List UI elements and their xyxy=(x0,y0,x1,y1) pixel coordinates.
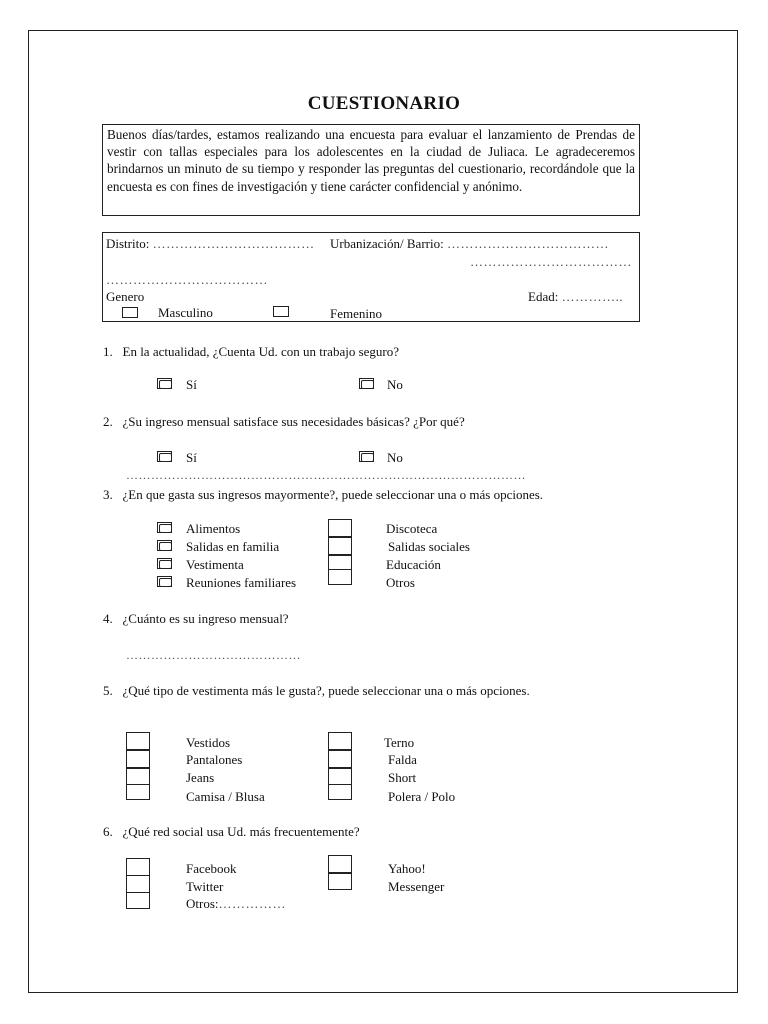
q1-si-checkbox[interactable] xyxy=(157,378,172,389)
intro-text: Buenos días/tardes, estamos realizando una encuesta para evaluar el lanzamiento de Prendas de vestir con tallas especiales para los adolescentes en la ciudad de Juliaca. Le agradeceremos brindarnos un minuto de su tiempo y responder las preguntas del cuestionario, recordándole que la encuesta es con fines de investigación y tiene carácter confidencial y anónimo. xyxy=(102,124,640,216)
q5-option-label: Camisa / Blusa xyxy=(186,789,265,804)
question-number: 6. xyxy=(103,824,113,839)
urbanizacion-dots: ……………………………… xyxy=(446,236,609,251)
q3-option-checkbox[interactable] xyxy=(328,537,352,555)
question-text: ¿Qué red social usa Ud. más frecuentemente? xyxy=(122,824,360,839)
urbanizacion-dots-2[interactable]: ……………………………… xyxy=(470,254,632,269)
page-title: CUESTIONARIO xyxy=(307,93,461,114)
q2-no-label: No xyxy=(387,450,403,465)
distrito-dots: ……………………………… xyxy=(152,236,315,251)
q4-answer-dots[interactable]: …………………………………… xyxy=(126,648,301,662)
question-1 xyxy=(103,344,399,360)
q5-option-label: Vestidos xyxy=(186,735,231,750)
q6-option-label: Twitter xyxy=(186,879,224,894)
q3-option-checkbox[interactable] xyxy=(157,540,172,551)
q5-option-label: Pantalones xyxy=(186,752,243,767)
q5-option-checkbox[interactable] xyxy=(328,750,352,768)
address-line-dots[interactable]: ……………………………… xyxy=(106,272,268,287)
q1-no-label: No xyxy=(387,377,403,392)
q3-option-label: Salidas en familia xyxy=(186,539,280,554)
q1-si-label: Sí xyxy=(186,377,197,392)
q6-option-label: Messenger xyxy=(388,879,445,894)
q3-option-label: Salidas sociales xyxy=(388,539,470,554)
q5-option-label: Short xyxy=(388,770,417,785)
urbanizacion-label: Urbanización/ Barrio: xyxy=(330,236,444,251)
q5-option-label: Polera / Polo xyxy=(388,789,456,804)
q2-si-checkbox[interactable] xyxy=(157,451,172,462)
q6-otros-dots: …………… xyxy=(218,896,286,911)
q6-option-label: Facebook xyxy=(186,861,237,876)
q5-option-label: Falda xyxy=(388,752,417,767)
q6-option-checkbox[interactable] xyxy=(126,875,150,893)
question-text: ¿Su ingreso mensual satisface sus necesidades básicas? ¿Por qué? xyxy=(122,414,465,429)
genero-label: Genero xyxy=(106,289,145,304)
question-text: ¿En que gasta sus ingresos mayormente?, puede seleccionar una o más opciones. xyxy=(122,487,544,502)
q5-option-checkbox[interactable] xyxy=(328,732,352,750)
q3-option-checkbox[interactable] xyxy=(157,576,172,587)
question-text: ¿Cuánto es su ingreso mensual? xyxy=(122,611,289,626)
q3-option-label: Reuniones familiares xyxy=(186,575,297,590)
q2-si-label: Sí xyxy=(186,450,197,465)
q6-option-checkbox[interactable] xyxy=(328,873,352,890)
q3-option-label: Discoteca xyxy=(386,521,438,536)
question-4 xyxy=(103,611,289,627)
femenino-checkbox[interactable] xyxy=(273,306,289,317)
q6-otros-field[interactable] xyxy=(186,896,286,912)
q6-option-checkbox[interactable] xyxy=(126,892,150,909)
distrito-label: Distrito: xyxy=(106,236,150,251)
q6-option-checkbox[interactable] xyxy=(126,858,150,876)
question-6 xyxy=(103,824,360,840)
edad-dots: ………….. xyxy=(561,289,624,304)
femenino-label: Femenino xyxy=(330,306,382,321)
edad-label: Edad: xyxy=(528,289,559,304)
q5-option-checkbox[interactable] xyxy=(126,784,150,800)
question-text: ¿Qué tipo de vestimenta más le gusta?, puede seleccionar una o más opciones. xyxy=(122,683,530,698)
question-number: 5. xyxy=(103,683,113,698)
q5-option-label: Terno xyxy=(384,735,415,750)
q2-answer-dots[interactable]: …………………………………………………………………………………… xyxy=(126,468,526,482)
q6-otros-label: Otros: xyxy=(186,896,219,911)
q5-option-checkbox[interactable] xyxy=(126,732,150,750)
question-number: 3. xyxy=(103,487,113,502)
question-3 xyxy=(103,487,543,503)
question-2 xyxy=(103,414,465,430)
q3-option-checkbox[interactable] xyxy=(157,522,172,533)
q2-no-checkbox[interactable] xyxy=(359,451,374,462)
distrito-field[interactable] xyxy=(106,236,315,252)
q3-option-label: Alimentos xyxy=(186,521,241,536)
q6-option-label: Yahoo! xyxy=(388,861,426,876)
q3-option-checkbox[interactable] xyxy=(157,558,172,569)
q3-option-label: Otros xyxy=(386,575,415,590)
masculino-label: Masculino xyxy=(158,305,213,320)
question-number: 2. xyxy=(103,414,113,429)
q3-option-label: Vestimenta xyxy=(186,557,244,572)
question-5 xyxy=(103,683,530,699)
masculino-checkbox[interactable] xyxy=(122,307,138,318)
q1-no-checkbox[interactable] xyxy=(359,378,374,389)
q3-option-label: Educación xyxy=(386,557,441,572)
q5-option-label: Jeans xyxy=(186,770,215,785)
q6-option-checkbox[interactable] xyxy=(328,855,352,873)
q3-option-checkbox[interactable] xyxy=(328,569,352,585)
q5-option-checkbox[interactable] xyxy=(126,750,150,768)
q5-option-checkbox[interactable] xyxy=(328,784,352,800)
question-number: 4. xyxy=(103,611,113,626)
question-text: En la actualidad, ¿Cuenta Ud. con un trabajo seguro? xyxy=(122,344,400,359)
edad-field[interactable] xyxy=(528,289,623,305)
question-number: 1. xyxy=(103,344,113,359)
q3-option-checkbox[interactable] xyxy=(328,519,352,537)
urbanizacion-field[interactable] xyxy=(330,236,609,252)
